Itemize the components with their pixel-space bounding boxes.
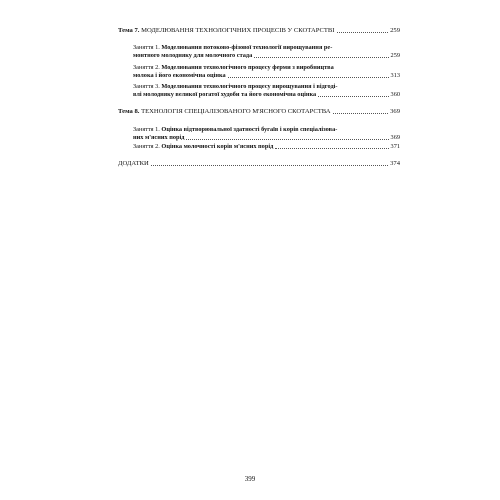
lesson-title-line2: монтного молодняку для молочного стада xyxy=(133,52,253,59)
topic-title: МОДЕЛЮВАННЯ ТЕХНОЛОГІЧНИХ ПРОЦЕСІВ У СКОТАРСТВІ xyxy=(141,27,335,34)
lesson-title-line2: молока і його економічна оцінка xyxy=(133,72,226,79)
dot-leader xyxy=(318,96,388,97)
lesson-label: Заняття 2. xyxy=(133,143,160,150)
page-ref: 259 xyxy=(390,27,400,34)
page-ref: 369 xyxy=(390,108,400,115)
page-ref: 374 xyxy=(390,160,400,167)
dot-leader xyxy=(337,32,389,33)
page-number: 399 xyxy=(244,475,256,483)
page-ref: 313 xyxy=(390,72,400,79)
toc-lesson[interactable] xyxy=(133,44,400,60)
toc-lesson[interactable] xyxy=(133,126,400,142)
page-ref: 369 xyxy=(390,134,400,141)
toc-appendix[interactable] xyxy=(118,160,400,168)
page-ref: 259 xyxy=(390,52,400,59)
lesson-title-line1: Оцінка молочності корів м'ясних порід xyxy=(161,143,274,150)
topic-title: ТЕХНОЛОГІЯ СПЕЦІАЛІЗОВАНОГО М'ЯСНОГО СКОТАРСТВА xyxy=(141,108,331,115)
toc-lesson[interactable] xyxy=(133,143,400,151)
page-ref: 371 xyxy=(390,143,400,150)
lesson-title-line1: Моделювання технологічного процесу ферми з виробництва xyxy=(161,64,334,71)
topic-label: Тема 8. xyxy=(118,108,140,115)
toc-topic-8[interactable] xyxy=(118,108,400,116)
appendix-title: ДОДАТКИ xyxy=(118,160,149,167)
toc-topic-7[interactable] xyxy=(118,27,400,35)
dot-leader xyxy=(186,139,388,140)
lesson-title-line1: Моделювання потоково-фізової технології вирощування ре- xyxy=(161,44,333,51)
lesson-label: Заняття 2. xyxy=(133,64,160,71)
lesson-label: Заняття 1. xyxy=(133,126,160,133)
toc-lesson[interactable] xyxy=(133,64,400,80)
toc-lesson[interactable] xyxy=(133,83,400,99)
topic-label: Тема 7. xyxy=(118,27,140,34)
dot-leader xyxy=(254,57,388,58)
page-ref: 360 xyxy=(390,91,400,98)
lesson-title-line2: влі молодняку великої рогатої худоби та його економічна оцінка xyxy=(133,91,317,98)
lesson-label: Заняття 3. xyxy=(133,83,160,90)
lesson-title-line1: Оцінка відтворювальної здатності бугаїв і корів спеціалізова- xyxy=(161,126,338,133)
lesson-title-line2: них м'ясних порід xyxy=(133,134,185,141)
dot-leader xyxy=(275,148,388,149)
lesson-title-line1: Моделювання технологічного процесу вирощування і відгоді- xyxy=(161,83,338,90)
dot-leader xyxy=(228,77,389,78)
dot-leader xyxy=(333,113,389,114)
lesson-label: Заняття 1. xyxy=(133,44,160,51)
dot-leader xyxy=(151,165,388,166)
